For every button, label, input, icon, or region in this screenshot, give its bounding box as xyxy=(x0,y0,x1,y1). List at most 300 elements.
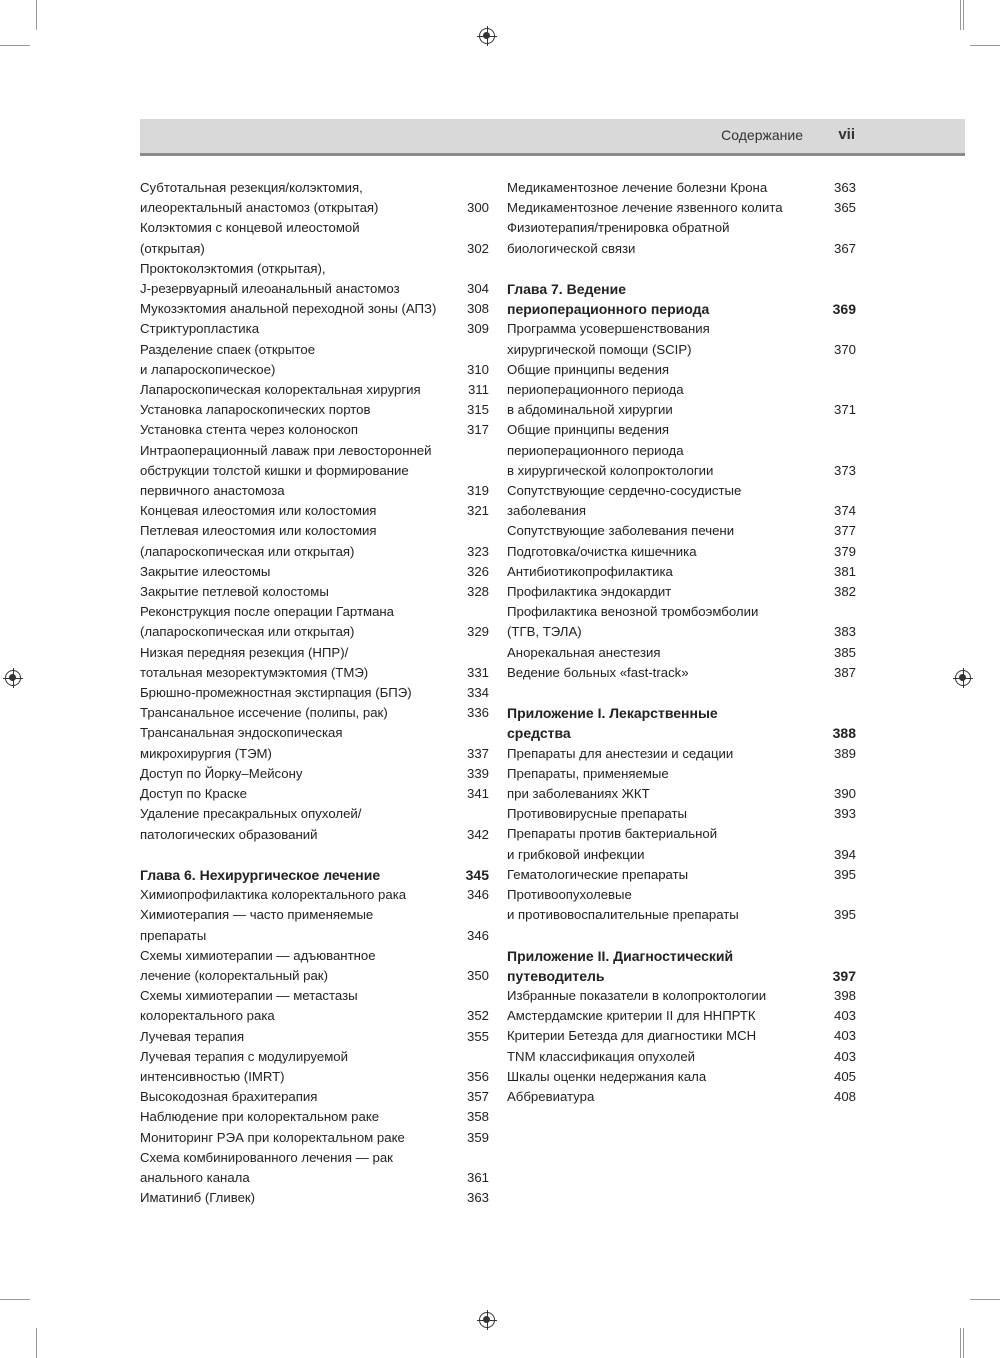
toc-entry xyxy=(140,380,489,400)
toc-line xyxy=(507,521,856,541)
toc-line xyxy=(140,420,489,440)
toc-line xyxy=(140,501,489,521)
toc-page-number: 339 xyxy=(466,765,489,781)
toc-line xyxy=(507,723,856,743)
toc-line xyxy=(140,521,489,541)
toc-line xyxy=(507,1006,856,1026)
toc-page-number: 403 xyxy=(833,1048,856,1064)
toc-entry xyxy=(507,663,856,683)
toc-entry-title: Ведение больных «fast-track» xyxy=(507,664,689,680)
toc-line xyxy=(507,239,856,259)
toc-entry xyxy=(140,1027,489,1047)
toc-entry xyxy=(140,501,489,521)
toc-entry-title: Разделение спаек (открытое xyxy=(140,341,316,357)
toc-entry-title: Профилактика венозной тромбоэмболии xyxy=(507,604,759,620)
toc-page-number: 390 xyxy=(833,786,856,802)
toc-entry-title: Субтотальная резекция/колэктомия, xyxy=(140,180,363,195)
toc-line xyxy=(140,299,489,319)
toc-entry-title: колоректального рака xyxy=(140,1008,275,1024)
toc-entry-title: TNM классификация опухолей xyxy=(507,1048,696,1064)
toc-entry-title: Трансанальная эндоскопическая xyxy=(140,725,343,741)
toc-entry xyxy=(140,521,489,561)
toc-chapter-heading xyxy=(140,865,489,885)
toc-entry-title: лечение (колоректальный рак) xyxy=(140,967,328,983)
toc-entry xyxy=(507,521,856,541)
toc-entry-title: Физиотерапия/тренировка обратной xyxy=(507,220,730,236)
toc-entry-title: Реконструкция после операции Гартмана xyxy=(140,604,395,620)
crop-mark xyxy=(970,1299,1000,1300)
toc-entry xyxy=(507,804,856,824)
toc-entry-title: Брюшно-промежностная экстирпация (БПЭ) xyxy=(140,685,412,701)
toc-entry xyxy=(507,542,856,562)
toc-left-column xyxy=(140,178,489,1208)
toc-line xyxy=(140,1168,489,1188)
toc-line xyxy=(507,986,856,1006)
toc-entry xyxy=(140,643,489,683)
toc-entry-title: средства xyxy=(507,725,571,742)
toc-page-number: 336 xyxy=(466,705,489,721)
toc-entry-title: (лапароскопическая или открытая) xyxy=(140,624,355,640)
toc-entry xyxy=(140,441,489,502)
toc-entry-title: Установка стента через колоноскоп xyxy=(140,422,359,438)
toc-entry-title: микрохирургия (ТЭМ) xyxy=(140,745,272,761)
toc-entry-title: Наблюдение при колоректальном раке xyxy=(140,1109,380,1125)
registration-mark-icon xyxy=(955,670,971,686)
toc-entry xyxy=(140,400,489,420)
toc-entry-title: Противовирусные препараты xyxy=(507,806,687,822)
toc-page-number: 370 xyxy=(833,341,856,357)
toc-entry xyxy=(507,764,856,804)
toc-entry-title: Критерии Бетезда для диагностики МСН xyxy=(507,1028,757,1044)
toc-page-number: 382 xyxy=(833,584,856,600)
toc-line xyxy=(507,461,856,481)
toc-page-number: 403 xyxy=(833,1008,856,1024)
toc-page-number: 334 xyxy=(466,685,489,701)
toc-line xyxy=(507,885,856,905)
toc-line xyxy=(140,602,489,622)
toc-entry-title: тотальная мезоректумэктомия (ТМЭ) xyxy=(140,664,369,680)
toc-page-number: 358 xyxy=(466,1109,489,1125)
toc-entry-title: Интраоперационный лаваж при левосторонней xyxy=(140,442,432,458)
toc-entry-title: Химиопрофилактика колоректального рака xyxy=(140,887,407,903)
toc-line xyxy=(140,905,489,925)
toc-entry-title: Избранные показатели в колопроктологии xyxy=(507,988,767,1004)
toc-entry-title: Общие принципы ведения xyxy=(507,361,670,377)
toc-line xyxy=(140,764,489,784)
toc-entry-title: и противовоспалительные препараты xyxy=(507,907,739,923)
toc-page-number: 371 xyxy=(833,402,856,418)
toc-entry xyxy=(140,905,489,945)
toc-page-number: 310 xyxy=(466,361,489,377)
toc-entry-title: Анорекальная анестезия xyxy=(507,644,661,660)
toc-page-number: 395 xyxy=(833,866,856,882)
toc-entry-title: Доступ по Йорку–Мейсону xyxy=(140,765,303,781)
toc-entry-title: анального канала xyxy=(140,1169,250,1185)
toc-page-number: 385 xyxy=(833,644,856,660)
toc-line xyxy=(507,824,856,844)
crop-mark xyxy=(0,1299,30,1300)
toc-page-number: 397 xyxy=(832,967,856,984)
toc-line xyxy=(507,1067,856,1087)
toc-entry xyxy=(507,1006,856,1026)
toc-entry-title: Закрытие илеостомы xyxy=(140,563,271,579)
toc-line xyxy=(140,1087,489,1107)
registration-mark-icon xyxy=(479,1312,495,1328)
toc-line xyxy=(507,279,856,299)
toc-line xyxy=(140,784,489,804)
toc-page-number: 304 xyxy=(466,281,489,297)
toc-entry xyxy=(140,420,489,440)
toc-entry-title: Сопутствующие сердечно-сосудистые xyxy=(507,483,742,499)
toc-page-number: 328 xyxy=(466,584,489,600)
toc-page-number: 408 xyxy=(833,1089,856,1105)
toc-entry xyxy=(507,481,856,521)
toc-entry-title: хирургической помощи (SCIP) xyxy=(507,341,692,357)
toc-page-number: 363 xyxy=(833,180,856,195)
toc-line xyxy=(140,582,489,602)
toc-line xyxy=(507,178,856,198)
toc-entry xyxy=(140,562,489,582)
toc-entry-title: илеоректальный анастомоз (открытая) xyxy=(140,200,379,216)
toc-page-number: 388 xyxy=(832,725,856,742)
toc-page-number: 302 xyxy=(466,240,489,256)
toc-chapter-heading xyxy=(507,279,856,319)
toc-line xyxy=(507,340,856,360)
toc-entry-title: Лучевая терапия xyxy=(140,1028,245,1044)
toc-line xyxy=(140,400,489,420)
toc-line xyxy=(140,198,489,218)
toc-entry-title: Противоопухолевые xyxy=(507,887,632,903)
toc-line xyxy=(140,885,489,905)
toc-line xyxy=(507,946,856,966)
toc-page-number: 398 xyxy=(833,988,856,1004)
toc-entry-title: Колэктомия с концевой илеостомой xyxy=(140,220,360,236)
toc-page-number: 342 xyxy=(466,826,489,842)
toc-page-number: 365 xyxy=(833,200,856,216)
toc-page-number: 374 xyxy=(833,503,856,519)
toc-entry xyxy=(507,420,856,481)
header-title: Содержание xyxy=(721,127,803,143)
toc-page-number: 393 xyxy=(833,806,856,822)
toc-line xyxy=(507,360,856,380)
toc-page-number: 329 xyxy=(466,624,489,640)
toc-line xyxy=(140,643,489,663)
toc-page-number: 361 xyxy=(466,1169,489,1185)
toc-entry-title: Низкая передняя резекция (НПР)/ xyxy=(140,644,349,660)
toc-line xyxy=(140,340,489,360)
toc-line xyxy=(507,764,856,784)
toc-entry-title: (открытая) xyxy=(140,240,205,256)
toc-page-number: 346 xyxy=(466,927,489,943)
toc-line xyxy=(140,663,489,683)
toc-entry-title: Удаление пресакральных опухолей/ xyxy=(140,806,362,822)
toc-page-number: 377 xyxy=(833,523,856,539)
toc-entry-title: и лапароскопическое) xyxy=(140,361,276,377)
toc-line xyxy=(140,926,489,946)
toc-entry-title: Антибиотикопрофилактика xyxy=(507,563,673,579)
toc-line xyxy=(507,744,856,764)
toc-line xyxy=(507,562,856,582)
toc-entry-title: Гематологические препараты xyxy=(507,866,689,882)
toc-line xyxy=(507,218,856,238)
toc-line xyxy=(507,299,856,319)
toc-line xyxy=(140,825,489,845)
toc-entry-title: Приложение II. Диагностический xyxy=(507,947,734,964)
registration-mark-icon xyxy=(5,670,21,686)
toc-line xyxy=(507,784,856,804)
toc-page-number: 383 xyxy=(833,624,856,640)
toc-entry xyxy=(140,703,489,723)
registration-mark-icon xyxy=(479,28,495,44)
toc-entry-title: периоперационного периода xyxy=(507,301,710,318)
toc-line xyxy=(507,380,856,400)
crop-mark xyxy=(960,0,961,30)
toc-line xyxy=(140,622,489,642)
toc-line xyxy=(140,986,489,1006)
toc-entry-title: Стриктуропластика xyxy=(140,321,260,337)
toc-line xyxy=(507,319,856,339)
toc-page-number: 331 xyxy=(466,664,489,680)
toc-entry-title: при заболеваниях ЖКТ xyxy=(507,786,650,802)
toc-entry xyxy=(507,582,856,602)
toc-entry-title: Аббревиатура xyxy=(507,1089,595,1105)
toc-entry-title: Мониторинг РЭА при колоректальном раке xyxy=(140,1129,405,1145)
toc-page-number: 389 xyxy=(833,745,856,761)
toc-entry xyxy=(140,1087,489,1107)
toc-page-number: 341 xyxy=(466,786,489,802)
toc-line xyxy=(507,643,856,663)
toc-line xyxy=(140,542,489,562)
toc-page-number: 356 xyxy=(466,1068,489,1084)
toc-entry-title: Схемы химиотерапии — адъювантное xyxy=(140,947,376,963)
toc-line xyxy=(507,400,856,420)
toc-page-number: 379 xyxy=(833,543,856,559)
toc-line xyxy=(507,703,856,723)
toc-line xyxy=(507,966,856,986)
toc-entry xyxy=(507,1026,856,1046)
toc-entry-title: патологических образований xyxy=(140,826,318,842)
toc-line xyxy=(140,1047,489,1067)
toc-entry xyxy=(507,744,856,764)
toc-entry-title: (ТГВ, ТЭЛА) xyxy=(507,624,582,640)
toc-entry xyxy=(507,319,856,359)
toc-entry-title: Подготовка/очистка кишечника xyxy=(507,543,697,559)
toc-entry xyxy=(140,259,489,299)
toc-page-number: 369 xyxy=(832,301,856,318)
toc-entry-title: Препараты, применяемые xyxy=(507,765,669,781)
toc-page-number: 326 xyxy=(466,563,489,579)
toc-line xyxy=(140,683,489,703)
crop-mark xyxy=(960,1328,961,1358)
toc-entry-title: Лапароскопическая колоректальная хирургия xyxy=(140,382,421,398)
toc-page-number: 355 xyxy=(466,1028,489,1044)
toc-page-number: 317 xyxy=(466,422,489,438)
toc-entry xyxy=(507,865,856,885)
toc-entry-title: в хирургической колопроктологии xyxy=(507,462,714,478)
toc-line xyxy=(140,865,489,885)
toc-line xyxy=(507,481,856,501)
toc-page-number: 395 xyxy=(833,907,856,923)
crop-mark xyxy=(36,1328,37,1358)
toc-line xyxy=(507,905,856,925)
toc-page-number: 321 xyxy=(466,503,489,519)
toc-entry-title: Трансанальное иссечение (полипы, рак) xyxy=(140,705,388,721)
toc-line xyxy=(140,804,489,824)
toc-line xyxy=(507,441,856,461)
toc-entry xyxy=(140,723,489,763)
toc-entry-title: Медикаментозное лечение болезни Крона xyxy=(507,180,768,195)
toc-page-number: 311 xyxy=(467,382,489,398)
toc-line xyxy=(140,966,489,986)
toc-line xyxy=(140,703,489,723)
toc-entry xyxy=(140,178,489,218)
toc-entry xyxy=(507,178,856,198)
toc-page-number: 394 xyxy=(833,846,856,862)
toc-line xyxy=(507,420,856,440)
toc-line xyxy=(140,744,489,764)
toc-page-number: 319 xyxy=(466,483,489,499)
toc-page-number: 300 xyxy=(466,200,489,216)
toc-line xyxy=(507,602,856,622)
toc-entry xyxy=(140,885,489,905)
toc-entry xyxy=(140,1047,489,1087)
toc-entry xyxy=(507,885,856,925)
toc-page-number: 323 xyxy=(466,543,489,559)
toc-line xyxy=(140,441,489,461)
toc-entry xyxy=(140,764,489,784)
toc-entry xyxy=(507,218,856,258)
toc-page-number: 359 xyxy=(466,1129,489,1145)
toc-line xyxy=(140,218,489,238)
toc-page-number: 350 xyxy=(466,967,489,983)
toc-page-number: 381 xyxy=(833,563,856,579)
toc-entry-title: Концевая илеостомия или колостомия xyxy=(140,503,377,519)
toc-entry-title: Глава 6. Нехирургическое лечение xyxy=(140,866,381,883)
toc-chapter-heading xyxy=(507,946,856,986)
toc-entry-title: биологической связи xyxy=(507,240,636,256)
toc-line xyxy=(507,1026,856,1046)
toc-page-number: 363 xyxy=(466,1190,489,1206)
toc-entry xyxy=(507,1087,856,1107)
toc-entry xyxy=(140,340,489,380)
toc-entry xyxy=(140,319,489,339)
toc-entry-title: J-резервуарный илеоанальный анастомоз xyxy=(140,281,400,297)
toc-entry xyxy=(140,602,489,642)
toc-line xyxy=(140,279,489,299)
toc-page-number: 315 xyxy=(466,402,489,418)
toc-entry-title: Лучевая терапия с модулируемой xyxy=(140,1048,348,1064)
toc-line xyxy=(507,804,856,824)
toc-entry-title: Шкалы оценки недержания кала xyxy=(507,1068,707,1084)
toc-line xyxy=(507,663,856,683)
toc-entry-title: Проктоколэктомия (открытая), xyxy=(140,260,326,276)
toc-entry xyxy=(507,986,856,1006)
toc-entry-title: Программа усовершенствования xyxy=(507,321,710,337)
crop-mark xyxy=(963,1328,964,1358)
toc-entry-title: Общие принципы ведения xyxy=(507,422,670,438)
toc-right-column xyxy=(507,178,856,1107)
toc-entry-title: Амстердамские критерии II для ННПРТК xyxy=(507,1008,756,1024)
toc-page-number: 405 xyxy=(833,1068,856,1084)
crop-mark xyxy=(0,45,30,46)
toc-line xyxy=(507,1087,856,1107)
toc-line xyxy=(140,1027,489,1047)
toc-line xyxy=(140,1107,489,1127)
toc-entry-title: заболевания xyxy=(507,503,586,519)
toc-entry xyxy=(507,643,856,663)
crop-mark xyxy=(36,0,37,30)
toc-entry xyxy=(140,683,489,703)
toc-line xyxy=(140,1128,489,1148)
toc-entry-title: Петлевая илеостомия или колостомия xyxy=(140,523,377,539)
crop-mark xyxy=(970,45,1000,46)
toc-line xyxy=(140,239,489,259)
toc-entry xyxy=(507,198,856,218)
toc-entry xyxy=(140,784,489,804)
toc-entry xyxy=(140,986,489,1026)
header-page-number: vii xyxy=(838,126,855,143)
toc-entry xyxy=(507,602,856,642)
toc-entry-title: Профилактика эндокардит xyxy=(507,584,672,600)
toc-page-number: 308 xyxy=(466,301,489,317)
toc-entry-title: Мукозэктомия анальной переходной зоны (АПЗ) xyxy=(140,301,437,317)
toc-line xyxy=(140,562,489,582)
toc-line xyxy=(507,1047,856,1067)
toc-entry xyxy=(507,562,856,582)
toc-entry xyxy=(507,360,856,421)
toc-entry xyxy=(140,218,489,258)
toc-line xyxy=(507,582,856,602)
toc-entry xyxy=(140,1128,489,1148)
toc-entry xyxy=(140,1188,489,1208)
toc-entry-title: Схемы химиотерапии — метастазы xyxy=(140,988,358,1004)
toc-entry-title: интенсивностью (IMRT) xyxy=(140,1068,285,1084)
toc-entry-title: препараты xyxy=(140,927,207,943)
toc-line xyxy=(140,461,489,481)
toc-entry-title: Препараты для анестезии и седации xyxy=(507,745,734,761)
toc-line xyxy=(140,1067,489,1087)
toc-page-number: 345 xyxy=(465,866,489,883)
toc-entry-title: Установка лапароскопических портов xyxy=(140,402,371,418)
toc-page-number: 373 xyxy=(833,462,856,478)
toc-line xyxy=(507,622,856,642)
toc-entry-title: Приложение I. Лекарственные xyxy=(507,705,718,722)
toc-entry-title: путеводитель xyxy=(507,967,605,984)
toc-page-number: 387 xyxy=(833,664,856,680)
toc-line xyxy=(140,380,489,400)
toc-page-number: 309 xyxy=(466,321,489,337)
toc-line xyxy=(507,845,856,865)
toc-entry-title: Высокодозная брахитерапия xyxy=(140,1089,318,1105)
toc-entry-title: периоперационного периода xyxy=(507,382,684,398)
toc-entry xyxy=(507,824,856,864)
toc-line xyxy=(507,865,856,885)
toc-page-number: 346 xyxy=(466,887,489,903)
toc-chapter-heading xyxy=(507,703,856,743)
toc-entry-title: периоперационного периода xyxy=(507,442,684,458)
toc-line xyxy=(140,1148,489,1168)
toc-entry-title: (лапароскопическая или открытая) xyxy=(140,543,355,559)
toc-line xyxy=(140,946,489,966)
toc-entry xyxy=(507,1067,856,1087)
toc-page-number: 367 xyxy=(833,240,856,256)
toc-line xyxy=(507,198,856,218)
toc-line xyxy=(140,1006,489,1026)
toc-entry xyxy=(140,946,489,986)
toc-entry xyxy=(140,299,489,319)
toc-line xyxy=(140,723,489,743)
toc-line xyxy=(140,178,489,198)
